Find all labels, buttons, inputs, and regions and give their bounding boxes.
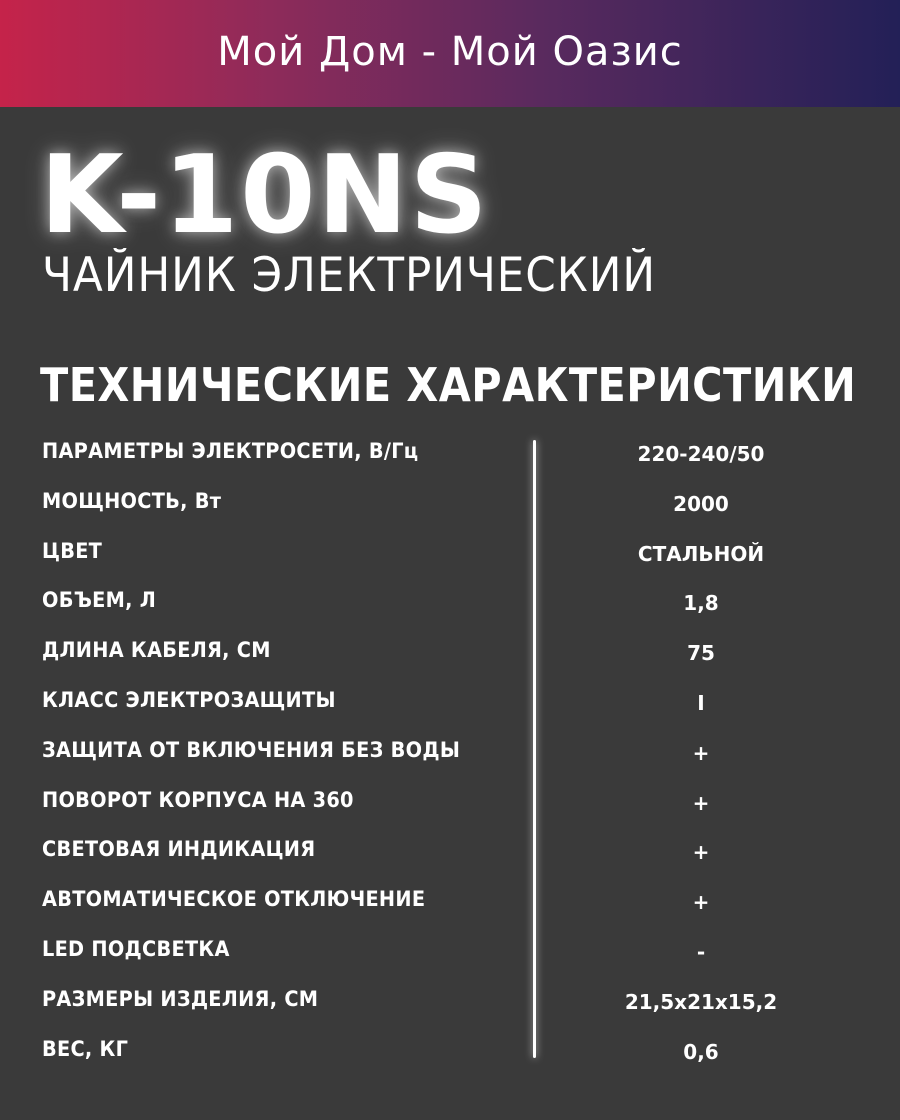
spec-value: + [692,890,710,915]
spec-value: I [697,690,705,715]
specs-table [0,427,900,1074]
spec-row-protection-class [0,676,900,726]
spec-value: 21,5х21х15,2 [624,989,778,1014]
spec-value: СТАЛЬНОЙ [637,541,765,566]
spec-row-led-backlight [0,925,900,975]
spec-label: РАЗМЕРЫ ИЗДЕЛИЯ, СМ [42,986,319,1011]
spec-label: МОЩНОСТЬ, Вт [42,488,222,513]
brand-banner [0,0,900,107]
spec-value: 1,8 [683,591,719,616]
specs-title: ТЕХНИЧЕСКИЕ ХАРАКТЕРИСТИКИ [40,358,857,412]
spec-row-light-indication [0,825,900,875]
spec-row-dry-protection [0,726,900,776]
spec-value: 0,6 [683,1039,719,1064]
spec-label: ПАРАМЕТРЫ ЭЛЕКТРОСЕТИ, В/Гц [42,439,419,463]
spec-label: ЦВЕТ [42,538,103,563]
spec-value: + [692,840,710,865]
spec-value: + [692,740,710,765]
spec-label: ОБЪЕМ, Л [42,588,157,613]
spec-label: LED ПОДСВЕТКА [42,936,230,961]
spec-label: ПОВОРОТ КОРПУСА НА 360 [42,787,354,812]
spec-value: + [692,790,710,815]
brand-title: Мой Дом - Мой Оазис [217,28,683,75]
spec-value: 75 [687,641,715,666]
spec-label: ЗАЩИТА ОТ ВКЛЮЧЕНИЯ БЕЗ ВОДЫ [42,737,461,762]
spec-row-auto-off [0,875,900,925]
spec-value: - [696,939,706,964]
product-type: ЧАЙНИК ЭЛЕКТРИЧЕСКИЙ [42,248,656,303]
spec-label: ВЕС, КГ [42,1036,129,1061]
product-model: K-10NS [40,133,490,258]
spec-row-color [0,527,900,577]
spec-label: АВТОМАТИЧЕСКОЕ ОТКЛЮЧЕНИЕ [42,887,426,912]
spec-row-cable-length [0,626,900,676]
spec-row-weight [0,1025,900,1075]
spec-row-dimensions [0,975,900,1025]
spec-value: 2000 [673,491,729,516]
spec-label: КЛАСС ЭЛЕКТРОЗАЩИТЫ [42,687,336,712]
spec-label: ДЛИНА КАБЕЛЯ, СМ [42,638,271,663]
spec-row-volume [0,576,900,626]
spec-row-power-params [0,427,900,477]
spec-row-rotation [0,776,900,826]
spec-value: 220-240/50 [637,442,765,466]
spec-label: СВЕТОВАЯ ИНДИКАЦИЯ [42,837,316,862]
spec-row-wattage [0,477,900,527]
